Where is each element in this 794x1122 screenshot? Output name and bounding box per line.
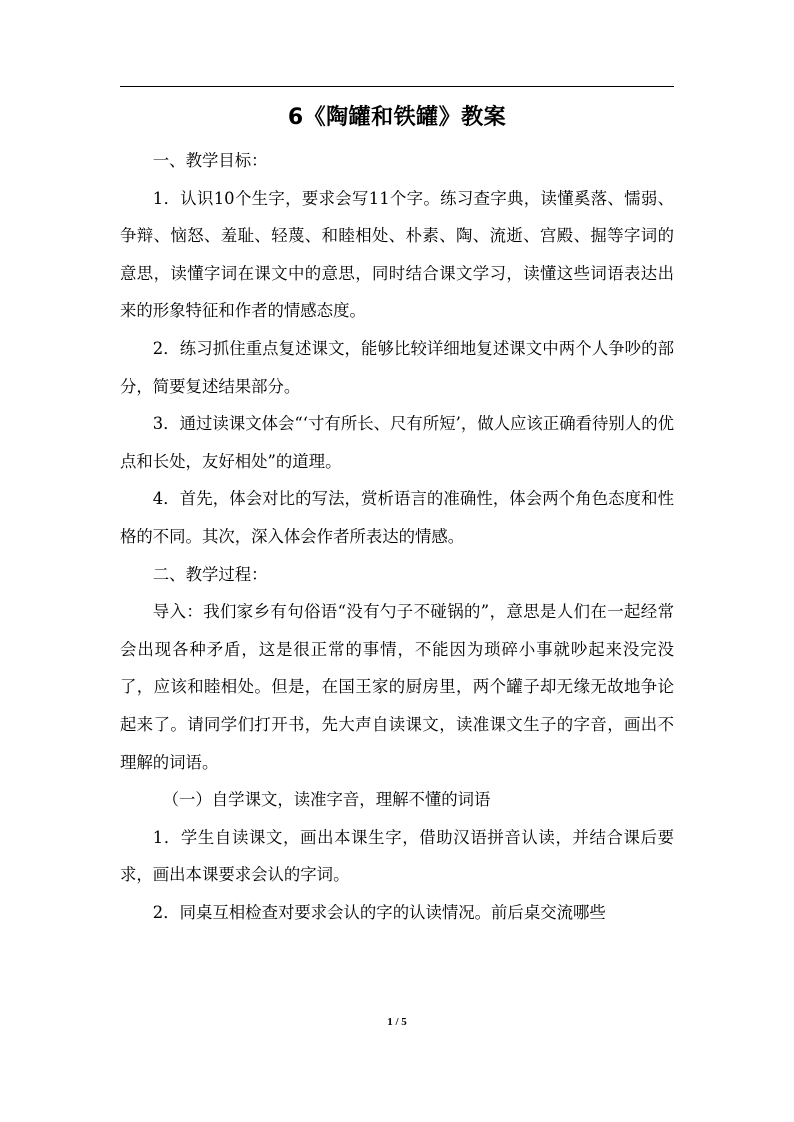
- objective-paragraph-2: 2．练习抓住重点复述课文，能够比较详细地复述课文中两个人争吵的部分，简要复述结果部分。: [120, 338, 674, 396]
- section-heading-process: 二、教学过程：: [152, 564, 268, 584]
- intro-paragraph: 导入：我们家乡有句俗语“没有勺子不碰锅的”，意思是人们在一起经常会出现各种矛盾，这是很正常的事情，不能因为琐碎小事就吵起来没完没了，应该和睦相处。但是，在国王家的厨房里，两个罐子却无缘无故地争论起来了。请同学们打开书，先大声自读课文，读准课文生子的字音，画出不理解的词语。: [120, 602, 674, 772]
- page-number: 1 / 5: [387, 1016, 407, 1028]
- objective-paragraph-4: 4．首先，体会对比的写法，赏析语言的准确性，体会两个角色态度和性格的不同。其次，深入体会作者所表达的情感。: [120, 489, 674, 546]
- document-title: 6《陶罐和铁罐》教案: [287, 105, 507, 130]
- step-paragraph-2: 2．同桌互相检查对要求会认的字的认读情况。前后桌交流哪些: [152, 902, 606, 922]
- document-body: [120, 142, 674, 931]
- step-paragraph-1: 1．学生自读课文，画出本课生字，借助汉语拼音认读，并结合课后要求，画出本课要求会认的字词。: [120, 827, 674, 885]
- objective-paragraph-3: 3．通过读课文体会“‘寸有所长、尺有所短’，做人应该正确看待别人的优点和长处，友好相处”的道理。: [120, 414, 674, 471]
- section-heading-objectives: 一、教学目标：: [152, 151, 268, 170]
- objective-paragraph-1: 1．认识10个生字，要求会写11个字。练习查字典，读懂奚落、懦弱、争辩、恼怒、羞耻、轻蔑、和睦相处、朴素、陶、流逝、宫殿、掘等字词的意思，读懂字词在课文中的意思，同时结合课文学习，读懂这些词语表达出来的形象特征和作者的情感态度。: [120, 188, 674, 321]
- header-rule: [120, 86, 674, 87]
- subsection-heading-self-study: （一）自学课文，读准字音，理解不懂的词语: [162, 790, 491, 810]
